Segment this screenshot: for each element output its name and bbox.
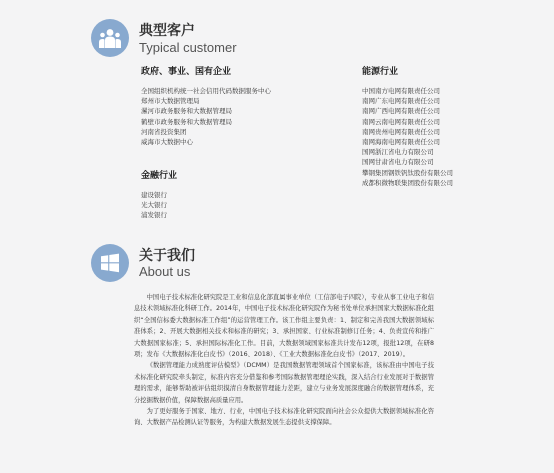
list-item: 河南省投资集团 (141, 127, 187, 136)
list-item: 南网广东电网有限责任公司 (362, 97, 440, 106)
list-item: 浦发银行 (141, 211, 167, 220)
list-item: 南网广西电网有限责任公司 (362, 107, 440, 116)
list-item: 国网甘肃省电力有限公司 (362, 158, 434, 167)
list-item: 漯河市政务服务和大数据管理局 (141, 107, 232, 116)
list-item: 鹤壁市政务服务和大数据管理局 (141, 117, 232, 126)
section-subtitle-about: About us (139, 264, 191, 279)
windows-logo-icon (91, 244, 129, 282)
list-item: 成都积微物联集团股份有限公司 (362, 178, 453, 187)
list-item: 郑州市大数据管理局 (141, 97, 200, 106)
about-paragraph: 为了更好服务于国家、地方、行业，中国电子技术标准化研究院面向社会公众提供大数据领域标准化咨询、大数据产品检测认证等服务，为构建大数据发展生态提供支撑保障。 (134, 408, 434, 427)
energy-heading: 能源行业 (362, 67, 399, 77)
section-title-about: 关于我们 (139, 248, 195, 264)
about-paragraph: 中国电子技术标准化研究院是工业和信息化部直属事业单位（工信部电子四院），专业从事工业电子和信息技术领域标准化科研工作。2014年，中国电子技术标准化研究院作为秘书处单位承担国家大数据标准化组织“全国信标委大数据标准工作组”的运营管理工作。该工作组主要负责：1、制定和完善我国大数据领域标准体系；2、开展大数据相关技术和标准的研究；3、承担国家、行业标准制修订任务；4、负责宣传和推广大数据国家标准；5、承担国际标准化工作。目前，大数据领域国家标准共计发布12项，报批12项，在研8项；发布《大数据标准化白皮书》（2016、2018）、《工业大数据标准化白皮书》（2017、2019）。 (134, 294, 434, 359)
people-icon (91, 19, 129, 57)
finance-list (141, 190, 177, 221)
government-list (141, 86, 271, 147)
finance-column (141, 171, 177, 221)
about-body (134, 292, 434, 429)
about-paragraph: 《数据管理能力成熟度评估模型》（DCMM）是我国数据管理领域首个国家标准，该标准由中国电子技术标准化研究院牵头制定，标准内容充分借鉴和参考国际数据管理理论实践，深入结合行业发展对于数据管理的需求，能够帮助被评估组织摸清自身数据管理能力差距，建立与业务发展深度融合的数据管理体系，充分挖掘数据价值，保障数据高质量应用。 (134, 362, 434, 404)
section-title-typical: 典型客户 (139, 23, 195, 39)
list-item: 攀钢集团钢铁钒钛股份有限公司 (362, 168, 453, 177)
energy-column (362, 67, 453, 188)
finance-heading: 金融行业 (141, 171, 178, 181)
list-item: 全国组织机构统一社会信用代码数据服务中心 (141, 87, 271, 95)
section-subtitle-typical: Typical customer (139, 40, 237, 55)
list-item: 南网海南电网有限责任公司 (362, 138, 440, 147)
list-item: 威海市大数据中心 (141, 138, 193, 147)
government-column (141, 67, 271, 147)
government-heading: 政府、事业、国有企业 (141, 67, 232, 77)
list-item: 南网云南电网有限责任公司 (362, 117, 440, 126)
energy-list (362, 86, 453, 188)
list-item: 中国南方电网有限责任公司 (362, 87, 440, 95)
list-item: 光大银行 (141, 201, 167, 210)
list-item: 国网浙江省电力有限公司 (362, 148, 434, 157)
list-item: 南网贵州电网有限责任公司 (362, 127, 440, 136)
list-item: 建设银行 (141, 191, 167, 199)
